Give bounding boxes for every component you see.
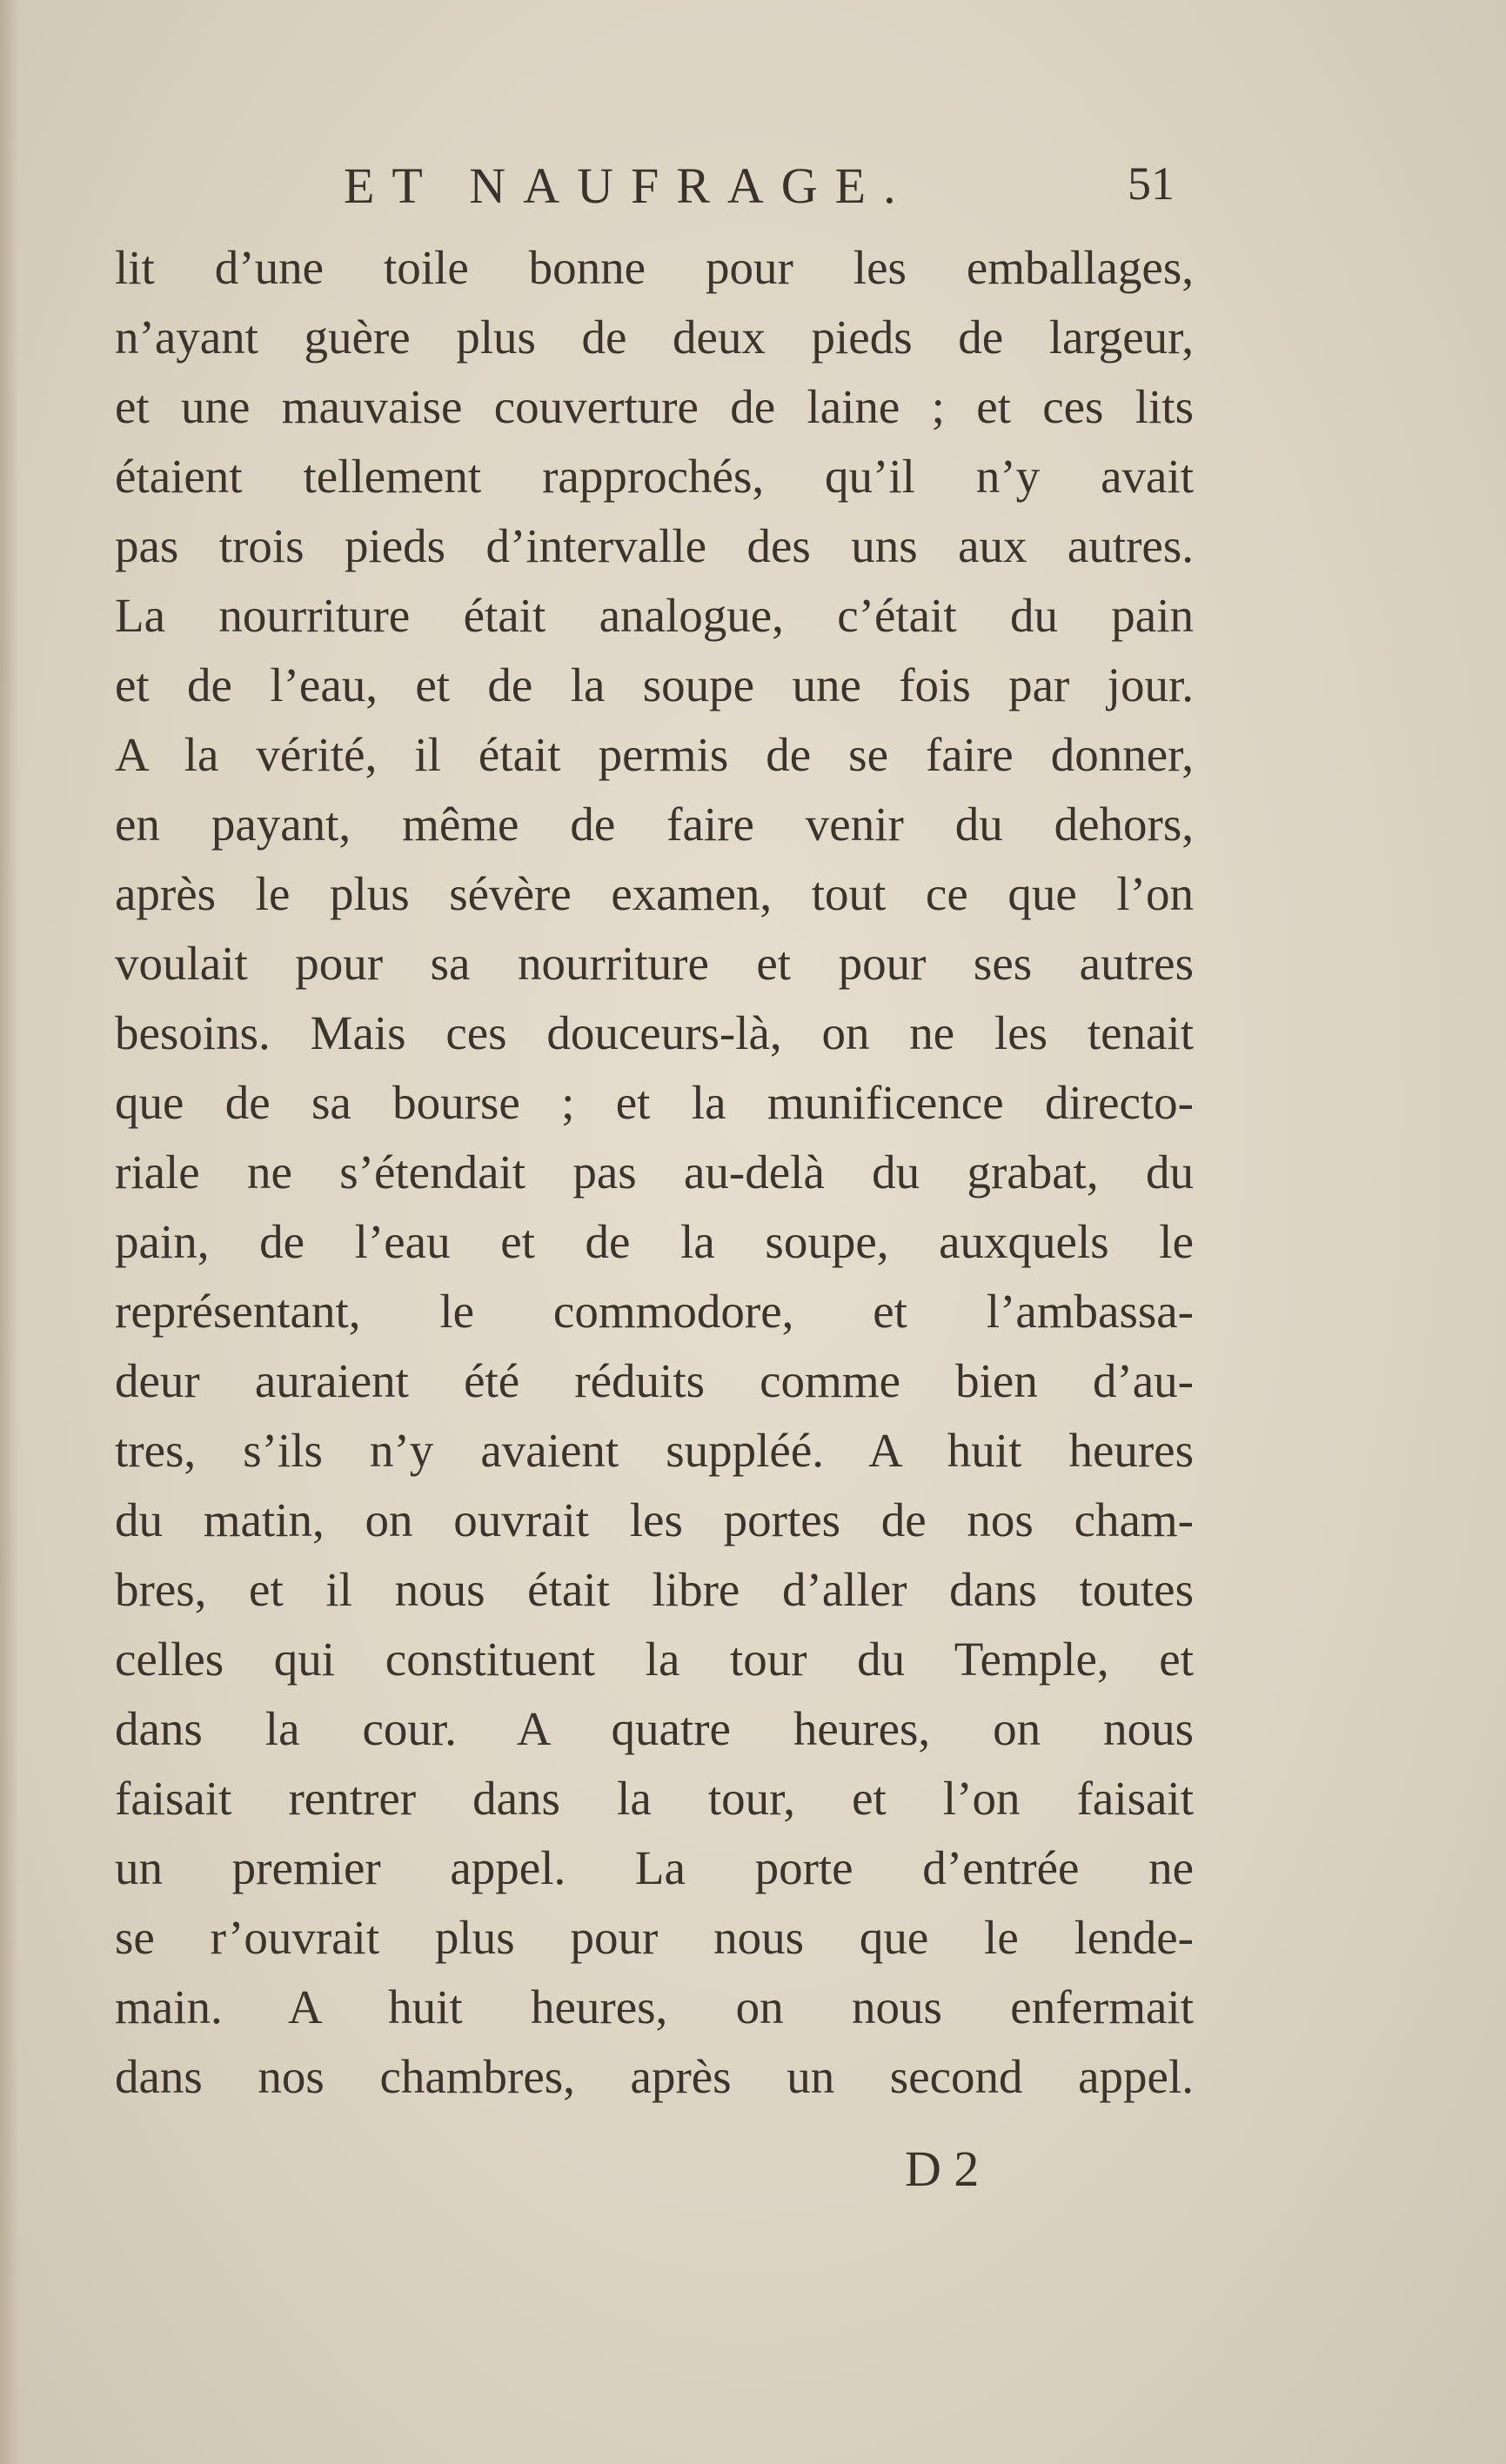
text-line: et de l’eau, et de la soupe une fois par jour. — [115, 658, 1194, 711]
page-gutter-shadow — [0, 0, 19, 2464]
text-line: lit d’une toile bonne pour les emballages, — [115, 241, 1194, 294]
text-line: La nourriture était analogue, c’était du pain — [115, 589, 1194, 642]
text-line: après le plus sévère examen, tout ce que l’on — [115, 867, 1194, 920]
text-line: deur auraient été réduits comme bien d’au- — [115, 1354, 1194, 1407]
page-header — [0, 157, 1506, 226]
text-line: voulait pour sa nourriture et pour ses autres — [115, 937, 1194, 990]
text-line: que de sa bourse ; et la munificence directo- — [115, 1076, 1194, 1129]
text-line: riale ne s’étendait pas au-delà du grabat, du — [115, 1145, 1194, 1199]
text-line: faisait rentrer dans la tour, et l’on faisait — [115, 1772, 1194, 1825]
text-line: se r’ouvrait plus pour nous que le lende- — [115, 1911, 1194, 1964]
text-line: A la vérité, il était permis de se faire donner, — [115, 728, 1194, 781]
text-line: pas trois pieds d’intervalle des uns aux autres. — [115, 519, 1194, 572]
text-line: bres, et il nous était libre d’aller dans toutes — [115, 1563, 1194, 1616]
page-number: 51 — [1128, 157, 1175, 210]
running-head: ET NAUFRAGE. — [344, 157, 914, 214]
text-line: dans la cour. A quatre heures, on nous — [115, 1702, 1194, 1755]
body-text — [115, 233, 1194, 2112]
text-line: représentant, le commodore, et l’ambassa- — [115, 1285, 1194, 1338]
text-line: étaient tellement rapprochés, qu’il n’y avait — [115, 450, 1194, 503]
text-line: tres, s’ils n’y avaient suppléé. A huit heures — [115, 1424, 1194, 1477]
text-line: main. A huit heures, on nous enfermait — [115, 1980, 1194, 2033]
text-line: du matin, on ouvrait les portes de nos cham- — [115, 1493, 1194, 1546]
text-line: celles qui constituent la tour du Temple, et — [115, 1633, 1194, 1686]
text-line: pain, de l’eau et de la soupe, auxquels le — [115, 1215, 1194, 1268]
text-line: besoins. Mais ces douceurs-là, on ne les tenait — [115, 1006, 1194, 1059]
text-line: un premier appel. La porte d’entrée ne — [115, 1841, 1194, 1894]
text-line: et une mauvaise couverture de laine ; et ces lits — [115, 380, 1194, 433]
text-line: dans nos chambres, après un second appel. — [115, 2050, 1194, 2103]
text-line: n’ayant guère plus de deux pieds de largeur, — [115, 311, 1194, 364]
signature-mark: D 2 — [905, 2140, 980, 2197]
text-line: en payant, même de faire venir du dehors, — [115, 798, 1194, 851]
